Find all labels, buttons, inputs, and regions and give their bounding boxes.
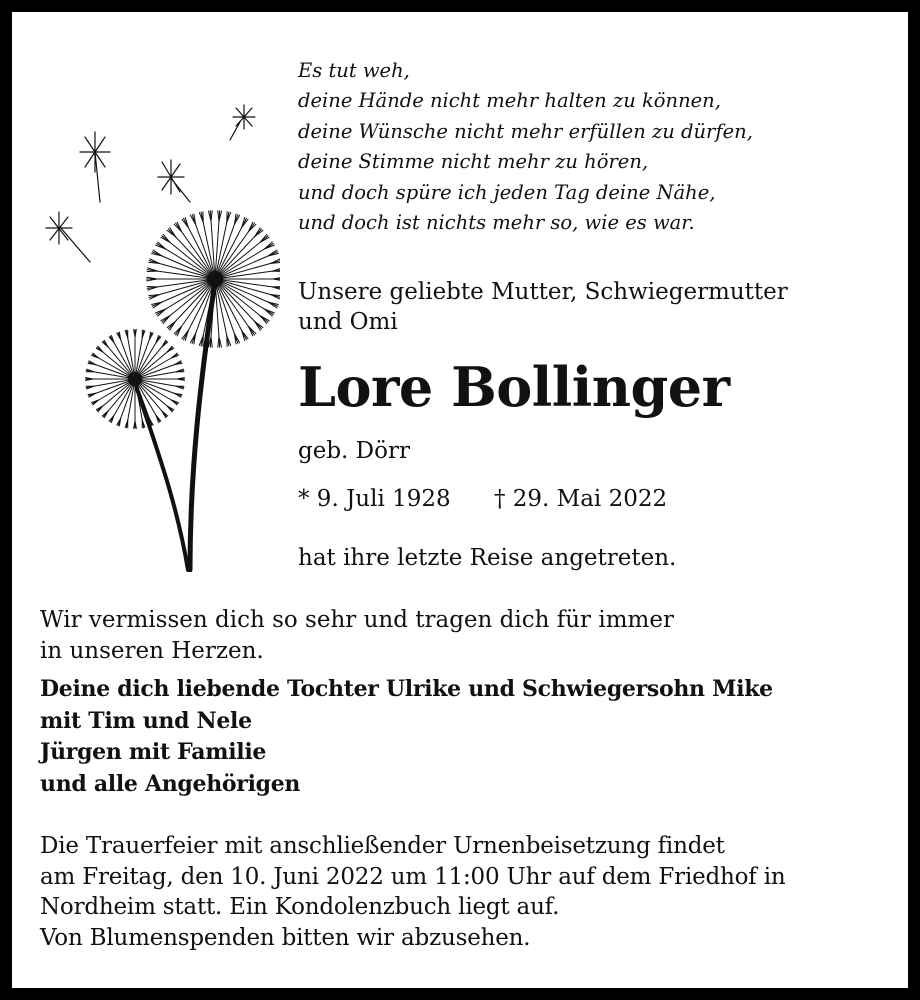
mourner-line: Deine dich liebende Tochter Ulrike und Schwiegersohn Mike — [40, 676, 773, 702]
birth-date: * 9. Juli 1928 — [298, 486, 451, 512]
poem-line: deine Stimme nicht mehr zu hören, — [298, 150, 649, 174]
service-line: am Freitag, den 10. Juni 2022 um 11:00 Uhr auf dem Friedhof in — [40, 863, 786, 890]
poem-line: deine Hände nicht mehr halten zu können, — [298, 89, 721, 113]
poem-line: und doch ist nichts mehr so, wie es war. — [298, 211, 695, 235]
poem-line: deine Wünsche nicht mehr erfüllen zu dürfen, — [298, 119, 753, 143]
birth-name: geb. Dörr — [298, 438, 410, 464]
miss-text — [40, 605, 674, 666]
intro-line: Unsere geliebte Mutter, Schwiegermutter — [298, 279, 788, 305]
poem — [298, 56, 753, 238]
mourner-line: mit Tim und Nele — [40, 707, 252, 734]
miss-line: in unseren Herzen. — [40, 637, 264, 664]
deceased-name: Lore Bollinger — [298, 355, 730, 419]
mourners — [40, 674, 773, 801]
death-date: † 29. Mai 2022 — [493, 486, 668, 512]
mourner-line: Jürgen mit Familie — [40, 739, 267, 766]
service-line: Von Blumenspenden bitten wir abzusehen. — [40, 924, 531, 951]
obituary-card — [12, 12, 908, 988]
intro-line: und Omi — [298, 309, 398, 335]
service-info — [40, 831, 786, 953]
intro — [298, 277, 788, 337]
dandelion-icon — [40, 92, 280, 572]
mourner-line: und alle Angehörigen — [40, 771, 301, 798]
service-line: Nordheim statt. Ein Kondolenzbuch liegt auf. — [40, 894, 560, 920]
life-dates — [298, 484, 667, 514]
miss-line: Wir vermissen dich so sehr und tragen dich für immer — [40, 607, 674, 633]
journey-text: hat ihre letzte Reise angetreten. — [298, 545, 677, 571]
poem-line: Es tut weh, — [298, 59, 410, 82]
poem-line: und doch spüre ich jeden Tag deine Nähe, — [298, 180, 716, 204]
service-line: Die Trauerfeier mit anschließender Urnenbeisetzung findet — [40, 833, 725, 859]
